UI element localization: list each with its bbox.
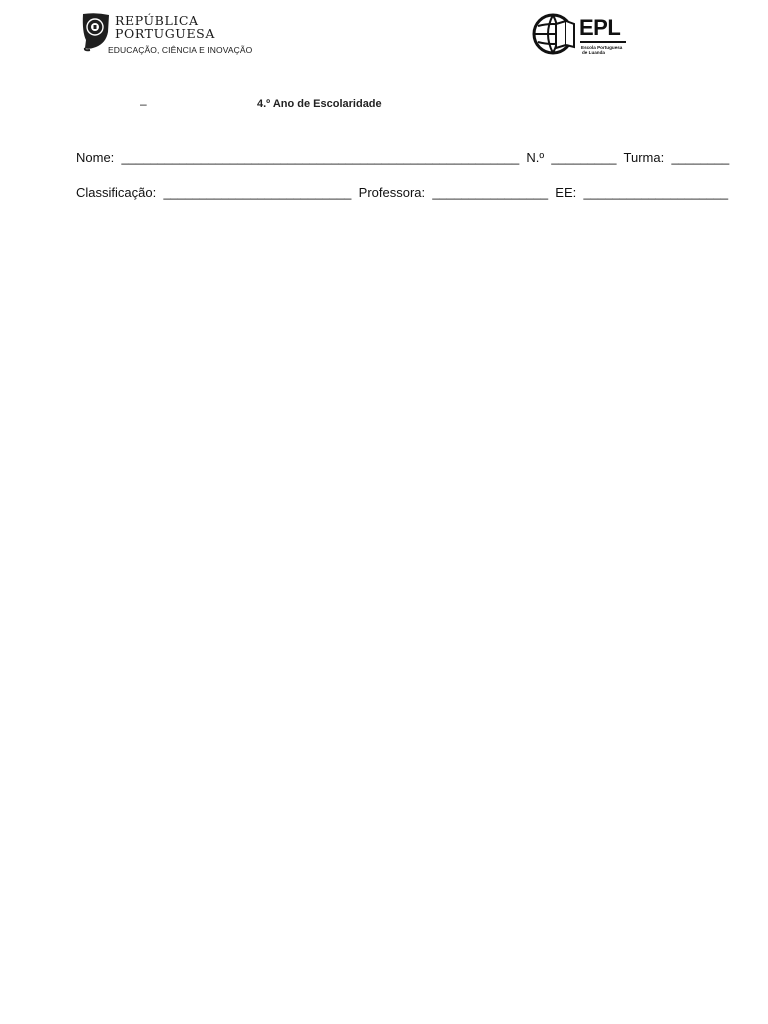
- epl-abbreviation: EPL: [579, 15, 621, 40]
- epl-logo: [532, 12, 632, 58]
- name-label: Nome:: [76, 150, 118, 165]
- logo-text-republica: REPÚBLICA: [115, 13, 199, 28]
- grading-info-row: [76, 185, 729, 200]
- logo-text-ministry: EDUCAÇÃO, CIÊNCIA E INOVAÇÃO: [108, 45, 253, 55]
- class-field[interactable]: ________: [671, 150, 730, 165]
- title-dash: –: [140, 97, 147, 111]
- school-year-label: 4.º Ano de Escolaridade: [257, 98, 382, 110]
- ee-field[interactable]: ____________________: [583, 185, 729, 200]
- epl-subtitle-2: de Luanda: [582, 50, 605, 55]
- number-field[interactable]: _________: [551, 150, 621, 165]
- epl-underline: [580, 41, 626, 43]
- grade-field[interactable]: __________________________: [163, 185, 356, 200]
- republica-portuguesa-logo: [80, 10, 253, 60]
- name-field[interactable]: _______________________________________________________: [121, 150, 523, 165]
- grade-label: Classificação:: [76, 185, 160, 200]
- student-info-row: [76, 150, 730, 165]
- class-label: Turma:: [623, 150, 668, 165]
- logo-text-portuguesa: PORTUGUESA: [115, 26, 215, 41]
- ee-label: EE:: [555, 185, 580, 200]
- teacher-label: Professora:: [358, 185, 429, 200]
- teacher-field[interactable]: ________________: [432, 185, 552, 200]
- globe-icon: [532, 12, 576, 56]
- epl-subtitle-1: Escola Portuguesa: [581, 45, 623, 50]
- number-label: N.º: [526, 150, 548, 165]
